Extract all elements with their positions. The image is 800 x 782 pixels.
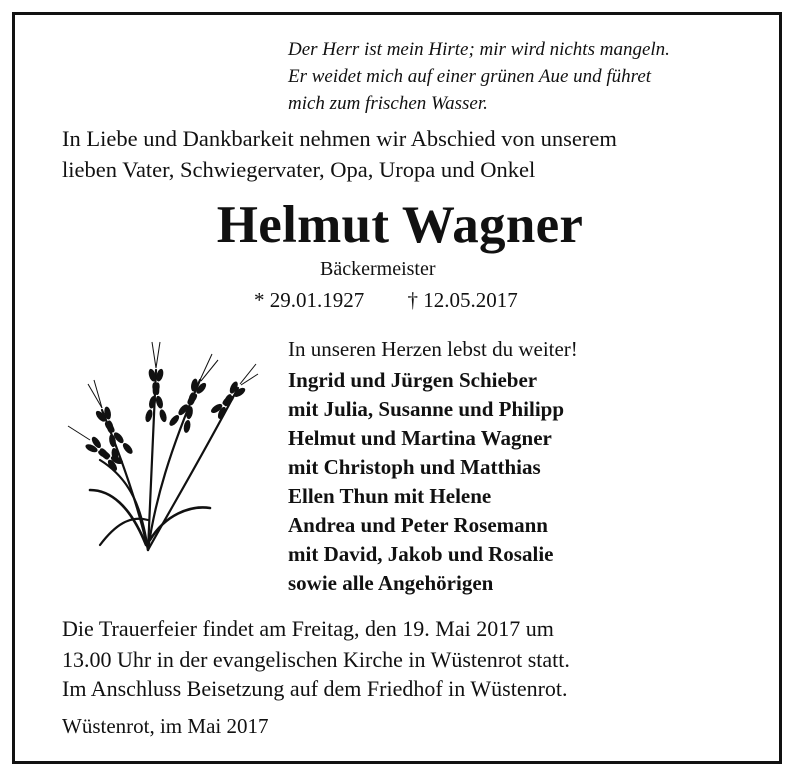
closing-line-1: Die Trauerfeier findet am Freitag, den 19. Mai 2017 um — [62, 616, 554, 641]
family-line-7: mit David, Jakob und Rosalie — [288, 542, 554, 566]
family-line-3: Helmut und Martina Wagner — [288, 426, 552, 450]
death-date: † 12.05.2017 — [407, 288, 518, 312]
life-dates — [254, 286, 518, 314]
motto: In unseren Herzen lebst du weiter! — [288, 337, 578, 361]
family-line-6: Andrea und Peter Rosemann — [288, 513, 548, 537]
closing-line-3: Im Anschluss Beisetzung auf dem Friedhof in Wüstenrot. — [62, 676, 568, 701]
closing-line-2: 13.00 Uhr in der evangelischen Kirche in Wüstenrot statt. — [62, 647, 570, 672]
deceased-name: Helmut Wagner — [216, 196, 584, 254]
profession: Bäckermeister — [320, 258, 436, 280]
verse-line-1: Der Herr ist mein Hirte; mir wird nichts mangeln. — [288, 39, 670, 60]
family-line-4: mit Christoph und Matthias — [288, 455, 541, 479]
family-line-1: Ingrid und Jürgen Schieber — [288, 368, 538, 392]
birth-date: * 29.01.1927 — [254, 288, 365, 312]
verse-line-2: Er weidet mich auf einer grünen Aue und führet — [288, 66, 652, 87]
intro-line-2: lieben Vater, Schwiegervater, Opa, Uropa und Onkel — [62, 157, 536, 182]
family-line-2: mit Julia, Susanne und Philipp — [288, 397, 565, 421]
family-line-5: Ellen Thun mit Helene — [288, 484, 492, 508]
family-line-8: sowie alle Angehörigen — [288, 571, 494, 595]
wheat-ears-icon — [60, 340, 260, 560]
intro-line-1: In Liebe und Dankbarkeit nehmen wir Abschied von unserem — [62, 126, 617, 151]
place-date: Wüstenrot, im Mai 2017 — [62, 714, 269, 738]
verse-line-3: mich zum frischen Wasser. — [288, 93, 488, 114]
